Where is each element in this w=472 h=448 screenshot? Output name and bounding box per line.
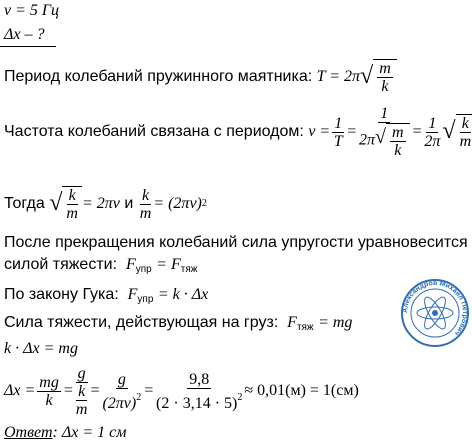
freq-frac-3: $\frac{1}{2\pi}$ — [424, 114, 441, 150]
freq-frac-2: 1 2π √ $\frac{m}{k}$ — [359, 105, 410, 159]
eq-sign-2: = — [411, 123, 423, 140]
then-line: Тогда √ $\frac{k}{m}$ = 2πν и $\frac{k}{m}$ = (2πν) 2 — [4, 186, 207, 222]
given-unknown: Δx – ? — [4, 26, 45, 43]
period-line — [4, 52, 397, 102]
then-and: и — [124, 195, 134, 212]
period-sqrt: √ $\frac{m}{k}$ — [360, 59, 397, 95]
author-stamp-logo — [400, 278, 470, 348]
final-line: Δx = $\frac{mg}{k}$ = $\frac{g}{\frac{k}{m}}$ = $\frac{g}{(2\pi\nu)^2}$ = $\frac{9,8}{(2 \cdot 3,14 \cdot 5)^2}$ ≈ 0,01(м) = 1(см) — [4, 364, 359, 418]
gravity-line: Сила тяжести, действующая на груз: $F_{тяж}$ = mg — [4, 314, 353, 333]
svg-text:Александров Михаил Петрович: Александров Михаил Петрович — [401, 279, 469, 337]
equation-line: k · Δx = mg — [4, 340, 78, 357]
then-sqrt: √ $\frac{k}{m}$ — [49, 186, 82, 222]
frequency-label: Частота колебаний связана с периодом: — [4, 123, 304, 140]
freq-sqrt: √ $\frac{k}{m}$ — [442, 114, 472, 150]
given-frequency: ν = 5 Гц — [4, 2, 59, 19]
then-eq2: = (2πν) — [153, 195, 202, 212]
frequency-line: Частота колебаний связана с периодом: ν = $\frac{1}{T}$ = 1 2π √ $\frac{m}{k}$ = $\frac{1}{2\pi}$ √ $\frac{k}{m}$ — [4, 104, 472, 160]
then-label: Тогда — [4, 195, 45, 212]
period-formula: T = 2π — [316, 68, 361, 85]
eq-sign: = — [346, 123, 358, 140]
given-divider — [0, 46, 56, 47]
answer-label: Ответ — [4, 424, 53, 441]
text-line-1: После прекращения колебаний сила упругости уравновесится — [4, 234, 468, 251]
period-label: Период колебаний пружинного маятника: — [4, 68, 313, 85]
then-eq1: = 2πν — [81, 195, 120, 212]
text-line-2: силой тяжести: $F_{упр} = F_{тяж}$ — [4, 256, 198, 275]
answer-line — [4, 424, 126, 442]
answer-value: : Δx = 1 см — [52, 424, 127, 441]
nu-symbol: ν = — [308, 123, 331, 140]
hooke-line: По закону Гука: $F_{упр} = k \cdot \Delta x$ — [4, 286, 209, 305]
